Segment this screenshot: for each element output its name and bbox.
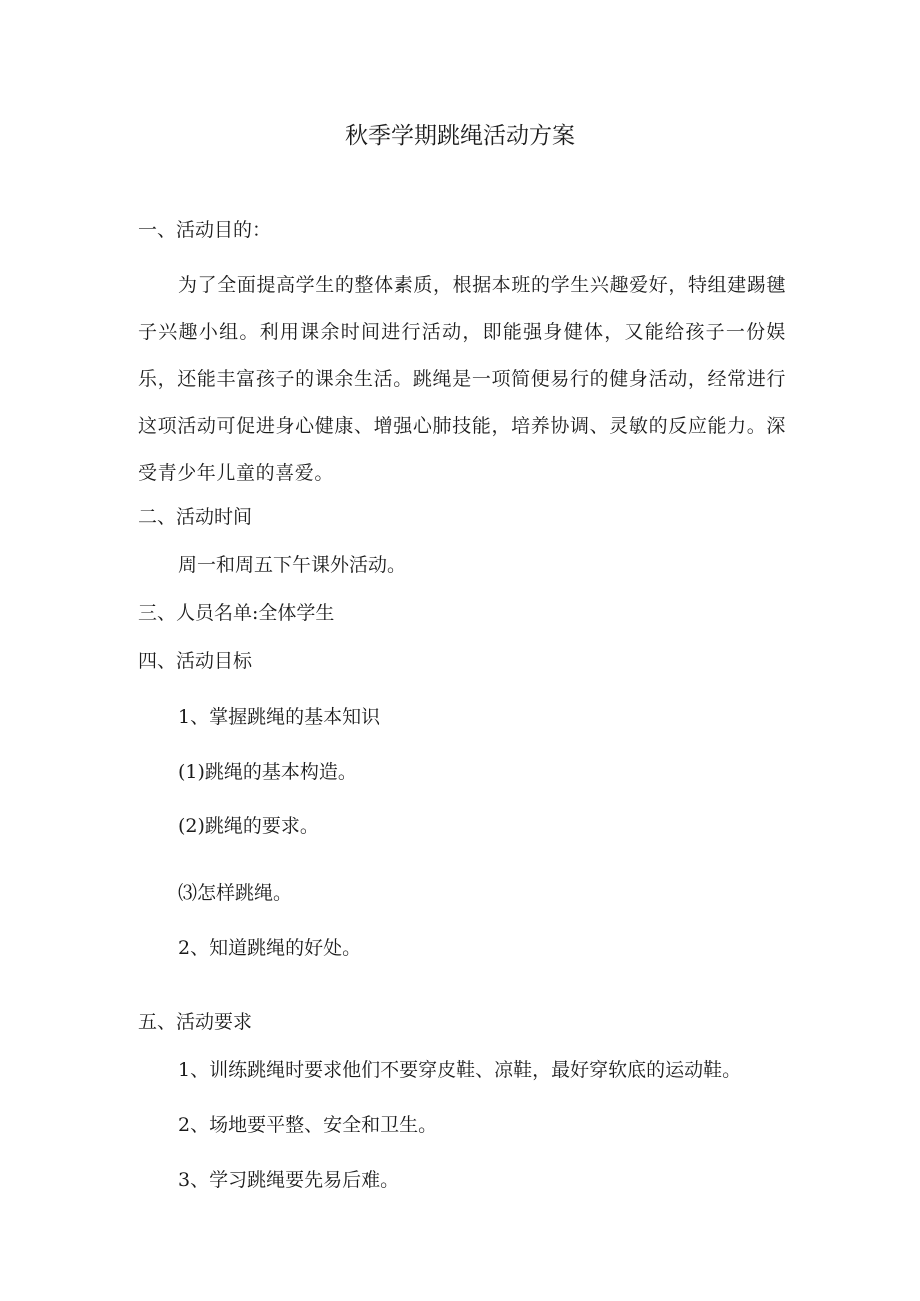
section-heading-purpose: 一、活动目的： bbox=[138, 219, 272, 241]
goal-item: (2)跳绳的要求。 bbox=[178, 815, 319, 837]
section-heading-goals: 四、活动目标 bbox=[138, 650, 253, 672]
section-heading-time: 二、活动时间 bbox=[138, 506, 253, 528]
requirement-item: 3、学习跳绳要先易后难。 bbox=[178, 1169, 400, 1191]
section-body-purpose: 为了全面提高学生的整体素质，根据本班的学生兴趣爱好，特组建踢毽子兴趣小组。利用课余时间进行活动，即能强身健体，又能给孩子一份娱乐，还能丰富孩子的课余生活。跳绳是一项简便易行的健身活动，经常进行这项活动可促进身心健康、增强心肺技能，培养协调、灵敏的反应能力。深受青少年儿童的喜爱。 bbox=[138, 274, 786, 484]
goal-item: ⑶怎样跳绳。 bbox=[178, 882, 293, 904]
section-body-time: 周一和周五下午课外活动。 bbox=[178, 554, 407, 576]
goal-item: 2、知道跳绳的好处。 bbox=[178, 937, 362, 959]
document-title: 秋季学期跳绳活动方案 bbox=[345, 123, 575, 149]
goal-item: (1)跳绳的基本构造。 bbox=[178, 761, 357, 783]
goal-item: 1、掌握跳绳的基本知识 bbox=[178, 706, 381, 728]
section-heading-participants: 三、人员名单:全体学生 bbox=[138, 602, 335, 624]
section-heading-requirements: 五、活动要求 bbox=[138, 1011, 253, 1033]
requirement-item: 1、训练跳绳时要求他们不要穿皮鞋、凉鞋，最好穿软底的运动鞋。 bbox=[178, 1059, 742, 1081]
requirement-item: 2、场地要平整、安全和卫生。 bbox=[178, 1114, 438, 1136]
